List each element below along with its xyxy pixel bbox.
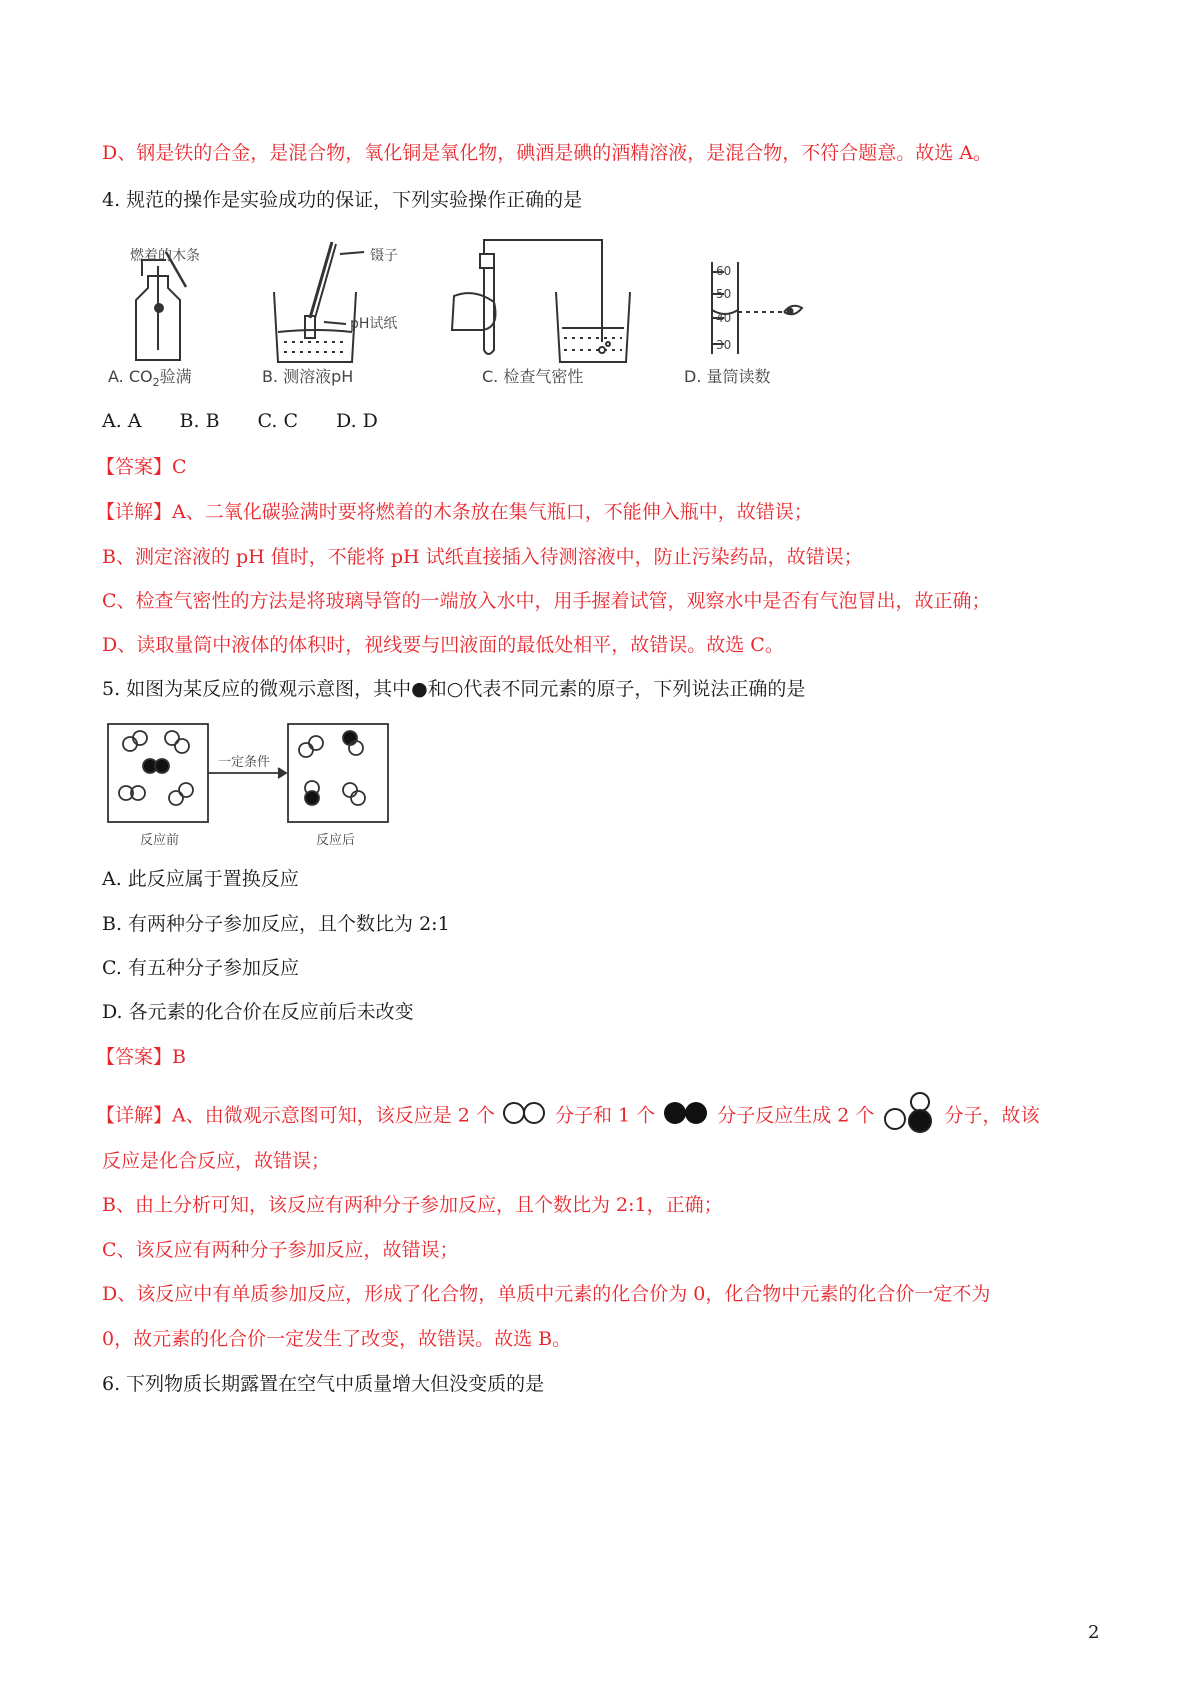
label-c: C. 检查气密性 xyxy=(482,367,584,386)
q5-stem: 5. 如图为某反应的微观示意图，其中●和○代表不同元素的原子，下列说法正确的是 xyxy=(102,678,806,700)
burning-stick-label: 燃着的木条 xyxy=(130,248,200,264)
q5-explanation-d-cont: 0，故元素的化合价一定发生了改变，故错误。故选 B。 xyxy=(102,1328,572,1350)
q4-option-d[interactable]: D. D xyxy=(336,410,378,432)
tick-30: 30 xyxy=(716,338,732,352)
q4-option-c[interactable]: C. C xyxy=(257,410,299,432)
tick-50: 50 xyxy=(716,287,732,301)
before-label: 反应前 xyxy=(140,833,180,848)
airtightness-figure xyxy=(452,240,630,362)
q5-option-b[interactable]: B. 有两种分子参加反应，且个数比为 2:1 xyxy=(102,913,450,935)
q4-figure xyxy=(102,232,822,401)
q6-stem: 6. 下列物质长期露置在空气中质量增大但没变质的是 xyxy=(102,1373,545,1395)
q5-option-d[interactable]: D. 各元素的化合价在反应前后未改变 xyxy=(102,1001,414,1023)
tweezers-label: 镊子 xyxy=(370,248,398,264)
tick-40: 40 xyxy=(716,311,732,325)
q5-option-a[interactable]: A. 此反应属于置换反应 xyxy=(102,868,299,890)
beaker-ph-figure xyxy=(274,242,364,362)
q4-stem: 4. 规范的操作是实验成功的保证，下列实验操作正确的是 xyxy=(102,189,583,211)
q4-explanation-d: D、读取量筒中液体的体积时，视线要与凹液面的最低处相平，故错误。故选 C。 xyxy=(102,634,784,656)
q5-explanation-a: 【详解】A、由微观示意图可知，该反应是 2 个 分子和 1 个 分子反应生成 2 个 分子，故该 xyxy=(96,1092,1040,1141)
product-molecule-icon xyxy=(880,1092,938,1141)
q4-option-a[interactable]: A. A xyxy=(102,410,142,432)
q4-options xyxy=(102,408,416,434)
q5-explanation-a-cont: 反应是化合反应，故错误； xyxy=(102,1150,331,1172)
white-molecule-icon xyxy=(501,1100,549,1133)
q5-explanation-b: B、由上分析可知，该反应有两种分子参加反应，且个数比为 2:1，正确； xyxy=(102,1194,723,1216)
q5-explanation-d: D、该反应中有单质参加反应，形成了化合物，单质中元素的化合价为 0，化合物中元素的化合价一定不为 xyxy=(102,1283,991,1305)
q4-answer: 【答案】C xyxy=(96,456,187,478)
label-b: B. 测溶液pH xyxy=(262,367,354,386)
q4-option-b[interactable]: B. B xyxy=(179,410,220,432)
q5-reaction-figure xyxy=(102,718,402,857)
condition-label: 一定条件 xyxy=(218,755,271,770)
q4-explanation-a: 【详解】A、二氧化碳验满时要将燃着的木条放在集气瓶口，不能伸入瓶中，故错误； xyxy=(96,501,813,523)
after-label: 反应后 xyxy=(316,833,356,848)
page-number: 2 xyxy=(1088,1622,1100,1643)
q3-explanation-d: D、钢是铁的合金，是混合物，氧化铜是氧化物，碘酒是碘的酒精溶液，是混合物，不符合题意。故选 A。 xyxy=(102,142,992,164)
q4-explanation-b: B、测定溶液的 pH 值时，不能将 pH 试纸直接插入待测溶液中，防止污染药品，故错误； xyxy=(102,546,863,568)
gas-bottle-figure xyxy=(136,252,186,360)
tick-60: 60 xyxy=(716,264,732,278)
label-a: A. $CO_2$验满 xyxy=(108,367,192,389)
q5-answer: 【答案】B xyxy=(96,1046,186,1068)
label-d: D. 量筒读数 xyxy=(684,367,771,386)
q5-option-c[interactable]: C. 有五种分子参加反应 xyxy=(102,957,299,979)
ph-paper-label: pH试纸 xyxy=(350,316,398,332)
q4-explanation-c: C、检查气密性的方法是将玻璃导管的一端放入水中，用手握着试管，观察水中是否有气泡冒出，故正确； xyxy=(102,590,991,612)
q5-explanation-c: C、该反应有两种分子参加反应，故错误； xyxy=(102,1239,459,1261)
black-molecule-icon xyxy=(661,1100,711,1133)
